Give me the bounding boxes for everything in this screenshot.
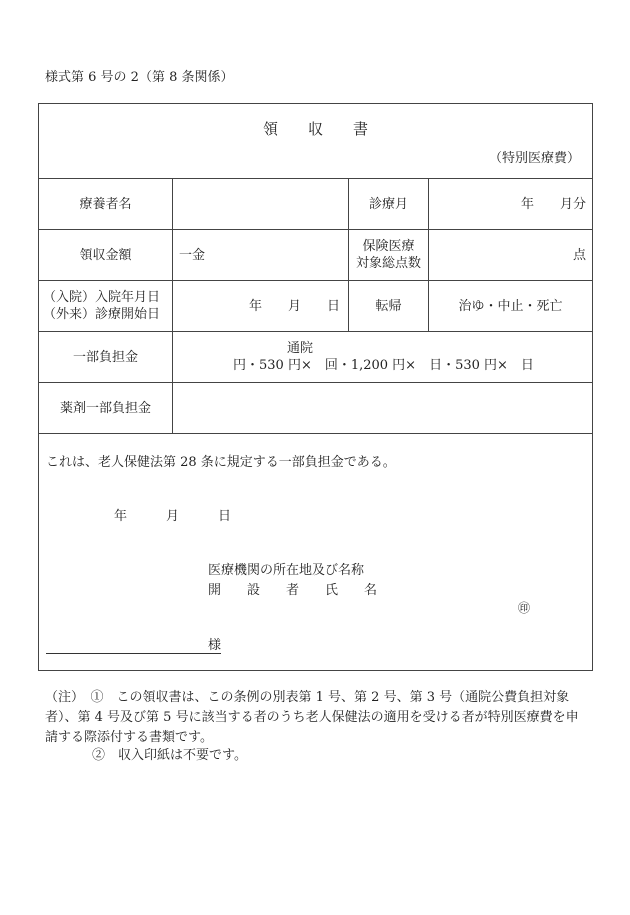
certification-date: 年 月 日 (114, 509, 232, 524)
recipient-suffix: 様 (208, 638, 222, 653)
points-label (349, 230, 429, 281)
drug-copay-row (39, 383, 593, 434)
note-line-2: 者）、第 4 号及び第 5 号に該当する者のうち老人保健法の適用を受ける者が特別医療費を申 (45, 710, 579, 725)
copay-formula: 円・530 円× 回・1,200 円× 日・530 円× 日 (233, 358, 534, 373)
date-label (39, 281, 173, 332)
title-row (39, 104, 593, 179)
copay-field (173, 332, 593, 383)
certification-cell (39, 434, 593, 671)
treatment-month-label: 診療月 (349, 179, 429, 230)
amount-row (39, 230, 593, 281)
certification-statement: これは、老人保健法第 28 条に規定する一部負担金である。 (46, 455, 396, 470)
receipt-form (38, 103, 593, 671)
certification-row (39, 434, 593, 671)
receipt-subtitle: （特別医療費） (488, 151, 580, 166)
receipt-title: 領 収 書 (262, 120, 368, 138)
drug-copay-field (173, 383, 593, 434)
patient-name-field (173, 179, 349, 230)
copay-label: 一部負担金 (39, 332, 173, 383)
notes (45, 688, 597, 766)
points-field: 点 (429, 230, 593, 281)
amount-field: 一金 (173, 230, 349, 281)
note-line-4: ② 収入印紙は不要です。 (92, 748, 247, 763)
recipient-name-line (46, 653, 221, 654)
points-label-line2: 対象総点数 (355, 256, 421, 271)
copay-row (39, 332, 593, 383)
note-line-1: （注） ① この領収書は、この条例の別表第 1 号、第 2 号、第 3 号（通院公費負担対象 (45, 690, 570, 705)
title-cell (39, 104, 593, 179)
founder-label: 開 設 者 氏 名 (208, 583, 378, 598)
copay-outpatient-label: 通院 (287, 341, 314, 356)
amount-label: 領収金額 (39, 230, 173, 281)
date-label-outpatient: （外来）診療開始日 (43, 307, 161, 322)
institution-label: 医療機関の所在地及び名称 (208, 563, 365, 578)
outcome-label: 転帰 (349, 281, 429, 332)
seal-mark: ㊞ (518, 601, 531, 615)
date-field: 年 月 日 (173, 281, 349, 332)
date-label-inpatient: （入院）入院年月日 (43, 290, 161, 305)
patient-name-label: 療養者名 (39, 179, 173, 230)
date-row (39, 281, 593, 332)
patient-row (39, 179, 593, 230)
treatment-month-field: 年 月分 (429, 179, 593, 230)
form-number: 様式第 6 号の 2（第 8 条関係） (45, 70, 234, 85)
points-label-line1: 保険医療 (362, 239, 415, 254)
note-line-3: 請する際添付する書類です。 (45, 730, 213, 745)
drug-copay-label: 薬剤一部負担金 (39, 383, 173, 434)
outcome-field: 治ゆ・中止・死亡 (429, 281, 593, 332)
